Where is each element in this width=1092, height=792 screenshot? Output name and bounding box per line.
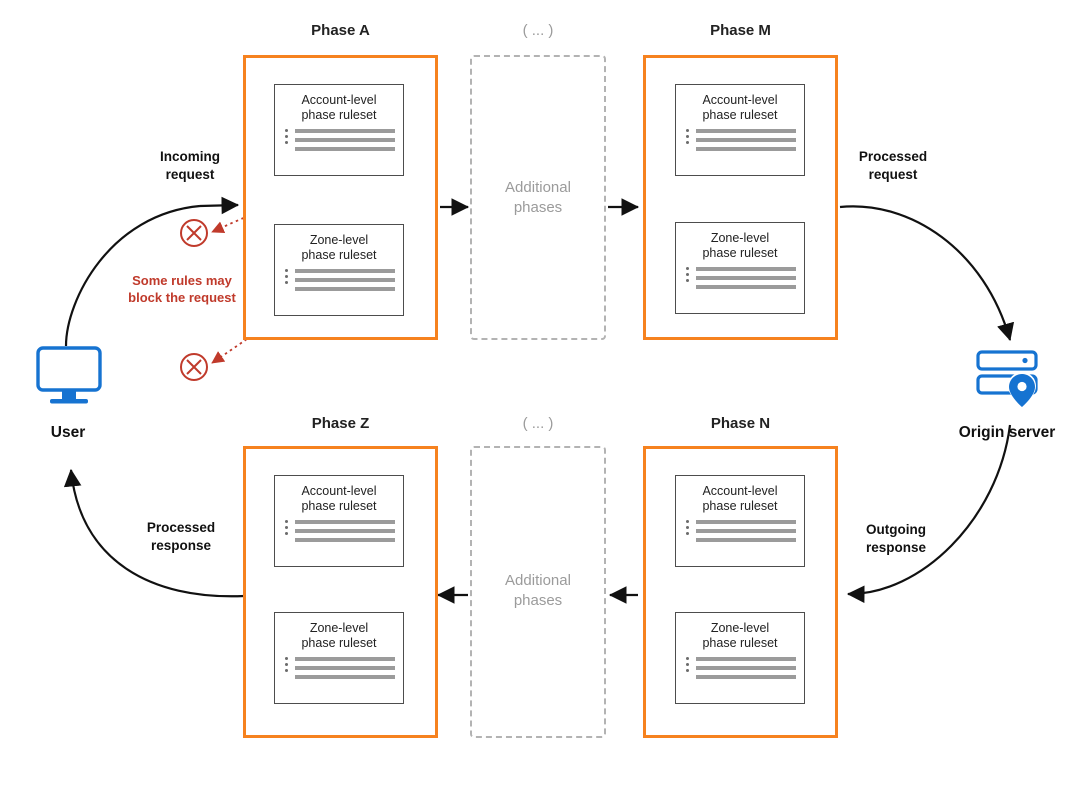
label-incoming-request xyxy=(130,148,250,184)
ruleset-title-line2: phase ruleset xyxy=(702,499,778,513)
ruleset-account-phase-m xyxy=(675,84,805,176)
ruleset-account-phase-z xyxy=(274,475,404,567)
ruleset-account-phase-a xyxy=(274,84,404,176)
ruleset-title-line2: phase ruleset xyxy=(301,499,377,513)
additional-phases-line2: phases xyxy=(513,592,563,609)
label-processed-request xyxy=(833,148,953,184)
block-icon-1 xyxy=(181,220,207,246)
processed-response-line2: response xyxy=(150,538,212,553)
ruleset-title-line1: Account-level xyxy=(702,484,778,498)
block-note: Some rules may block the request xyxy=(128,273,236,305)
ruleset-dots xyxy=(686,267,689,285)
ruleset-dots xyxy=(285,129,288,147)
ruleset-dots xyxy=(686,657,689,675)
phase-title-m: Phase M xyxy=(710,22,771,39)
ruleset-dots xyxy=(285,269,288,287)
ruleset-zone-phase-z xyxy=(274,612,404,704)
ruleset-title-line2: phase ruleset xyxy=(702,246,778,260)
ruleset-title-line1: Account-level xyxy=(301,484,377,498)
incoming-request-line2: request xyxy=(165,167,215,182)
additional-phases-line1: Additional xyxy=(505,572,571,589)
phase-title-n: Phase N xyxy=(710,415,771,432)
additional-phases-label-top xyxy=(473,178,603,218)
outgoing-response-line2: response xyxy=(865,540,927,555)
phase-title-z: Phase Z xyxy=(311,415,370,432)
ruleset-dots xyxy=(285,657,288,675)
additional-phases-dots-bottom: ( ... ) xyxy=(522,415,554,432)
incoming-request-line1: Incoming xyxy=(160,149,220,164)
origin-server-icon xyxy=(978,352,1036,407)
ruleset-title-line2: phase ruleset xyxy=(702,108,778,122)
ruleset-title-line2: phase ruleset xyxy=(301,248,377,262)
ruleset-title-line1: Zone-level xyxy=(710,231,770,245)
ruleset-title-line2: phase ruleset xyxy=(301,636,377,650)
ruleset-title-line2: phase ruleset xyxy=(702,636,778,650)
additional-phases-dots-top: ( ... ) xyxy=(522,22,554,39)
label-outgoing-response xyxy=(836,521,956,557)
additional-phases-label-bottom xyxy=(473,571,603,611)
ruleset-title-line1: Account-level xyxy=(301,93,377,107)
processed-request-line2: request xyxy=(868,167,918,182)
outgoing-response-line1: Outgoing xyxy=(866,522,926,537)
ruleset-title-line1: Zone-level xyxy=(309,233,369,247)
ruleset-dots xyxy=(686,129,689,147)
block-icon-2 xyxy=(181,354,207,380)
user-icon xyxy=(38,348,100,404)
phase-title-a: Phase A xyxy=(311,22,370,39)
label-processed-response xyxy=(121,519,241,555)
ruleset-title-line2: phase ruleset xyxy=(301,108,377,122)
ruleset-title-line1: Zone-level xyxy=(309,621,369,635)
additional-phases-line1: Additional xyxy=(505,179,571,196)
origin-server-label: Origin server xyxy=(958,424,1056,441)
ruleset-title-line1: Zone-level xyxy=(710,621,770,635)
ruleset-dots xyxy=(285,520,288,538)
additional-phases-line2: phases xyxy=(513,199,563,216)
ruleset-zone-phase-m xyxy=(675,222,805,314)
ruleset-zone-phase-n xyxy=(675,612,805,704)
ruleset-zone-phase-a xyxy=(274,224,404,316)
ruleset-account-phase-n xyxy=(675,475,805,567)
processed-request-line1: Processed xyxy=(858,149,928,164)
processed-response-line1: Processed xyxy=(146,520,216,535)
ruleset-title-line1: Account-level xyxy=(702,93,778,107)
ruleset-dots xyxy=(686,520,689,538)
user-label: User xyxy=(50,424,86,441)
